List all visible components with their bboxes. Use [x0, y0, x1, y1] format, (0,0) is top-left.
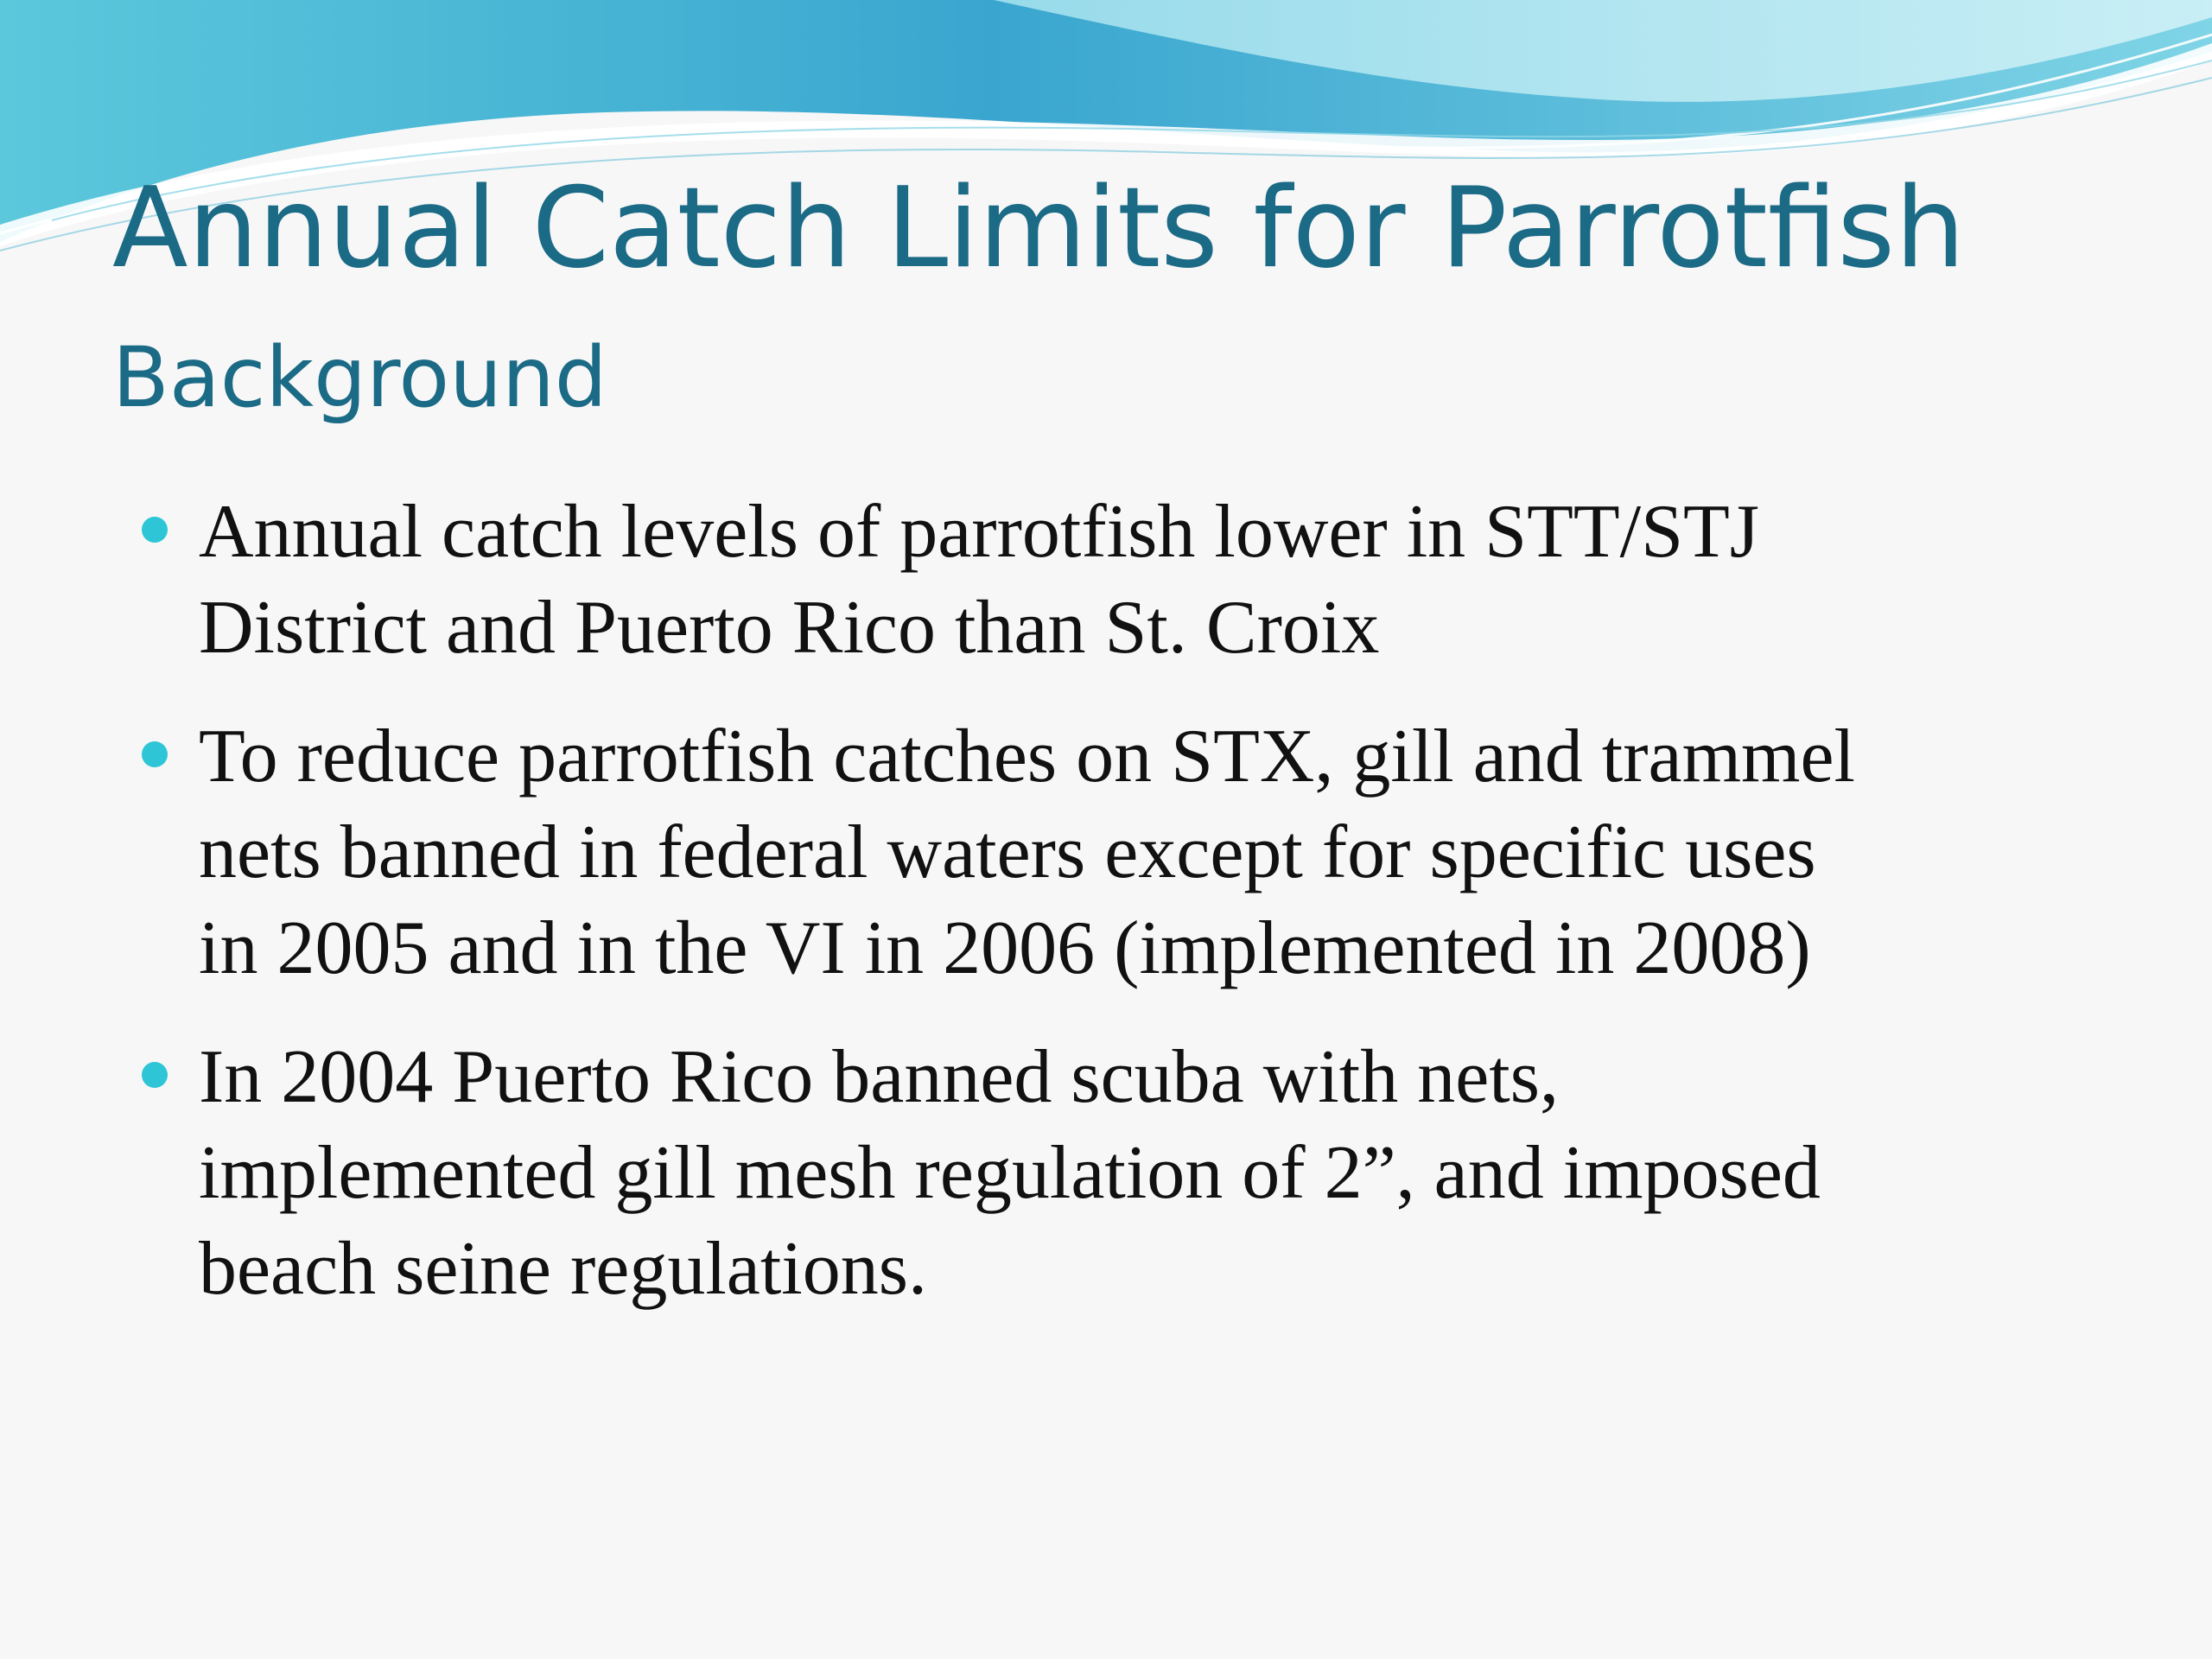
- bullet-line: District and Puerto Rico than St. Croix: [199, 586, 1380, 670]
- bullet-item: [138, 484, 2091, 676]
- bullet-dot-icon: [142, 1062, 168, 1088]
- slide-subtitle: Background: [112, 329, 607, 426]
- bullet-dot-icon: [142, 517, 168, 543]
- bullet-line: in 2005 and in the VI in 2006 (implemented in 2008): [199, 906, 1811, 990]
- bullet-line: implemented gill mesh regulation of 2”, and imposed: [199, 1131, 1821, 1215]
- bullet-list: [138, 484, 2091, 1350]
- slide-title: Annual Catch Limits for Parrotfish: [112, 164, 1966, 293]
- bullet-line: beach seine regulations.: [199, 1227, 928, 1311]
- bullet-item: [138, 1029, 2091, 1317]
- bullet-line: In 2004 Puerto Rico banned scuba with nets,: [199, 1035, 1559, 1119]
- bullet-line: To reduce parrotfish catches on STX, gill and trammel: [199, 715, 1856, 798]
- bullet-dot-icon: [142, 741, 168, 767]
- bullet-line: nets banned in federal waters except for specific uses: [199, 810, 1816, 894]
- bullet-item: [138, 709, 2091, 996]
- bullet-line: Annual catch levels of parrotfish lower in STT/STJ: [199, 490, 1760, 574]
